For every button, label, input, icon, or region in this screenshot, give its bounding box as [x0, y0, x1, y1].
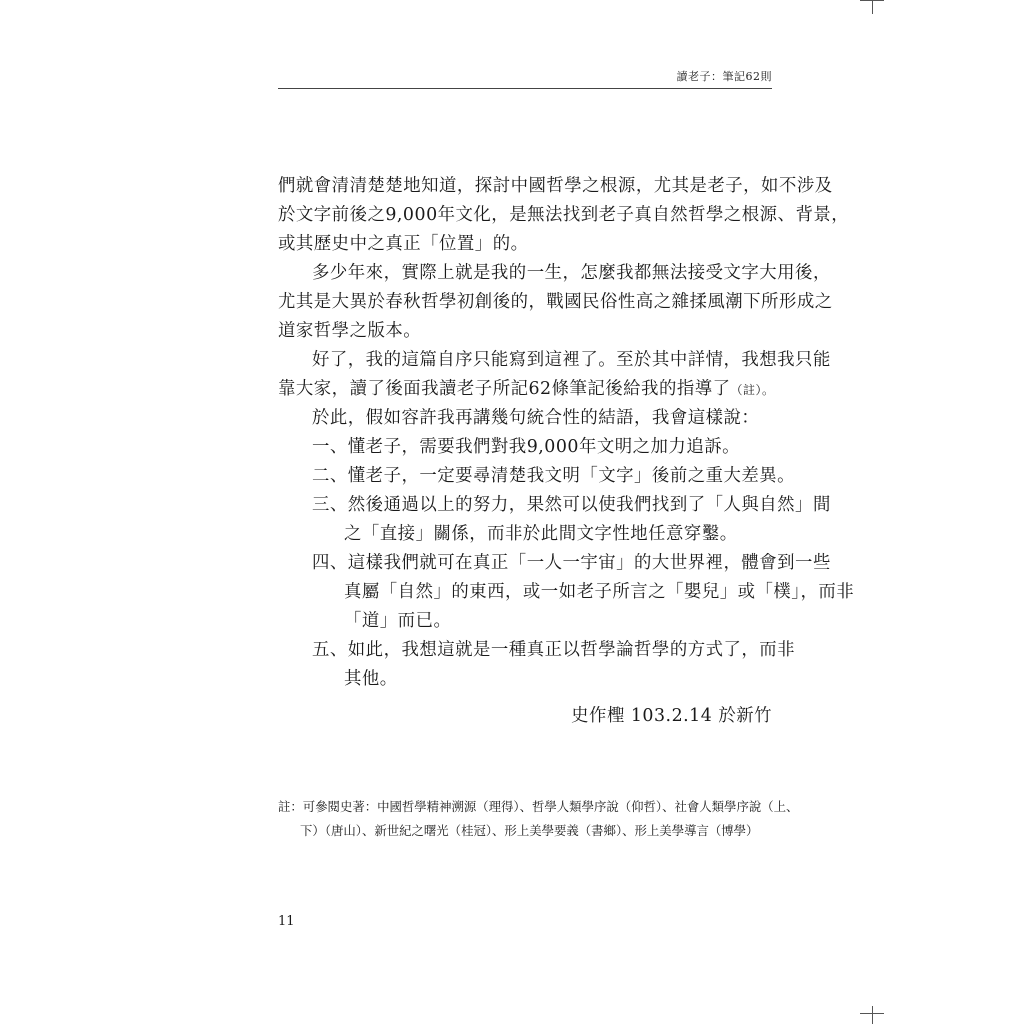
- list-item-continuation: 真屬「自然」的東西，或一如老子所言之「嬰兒」或「樸」，而非: [344, 582, 855, 602]
- body-line: 道家哲學之版本。: [278, 321, 422, 341]
- list-item: 四、這樣我們就可在真正「一人一宇宙」的大世界裡，體會到一些: [312, 553, 831, 573]
- crop-mark-bottom-horizontal: [860, 1013, 884, 1014]
- body-line: 於文字前後之9,000年文化，是無法找到老子真自然哲學之根源、背景，: [278, 205, 850, 225]
- list-item: 二、懂老子，一定要尋清楚我文明「文字」後前之重大差異。: [312, 466, 796, 486]
- body-line: 多少年來，實際上就是我的一生，怎麼我都無法接受文字大用後，: [312, 263, 831, 283]
- list-item: 三、然後通過以上的努力，果然可以使我們找到了「人與自然」間: [312, 495, 831, 515]
- body-line-with-note: [278, 375, 778, 404]
- note-reference: （註）。: [730, 383, 775, 397]
- body-text: [278, 172, 855, 694]
- header-rule: [278, 88, 772, 89]
- crop-mark-top-horizontal: [860, 0, 884, 1]
- footnote-line: 註：可參閱史著：中國哲學精神溯源（理得）、哲學人類學序說（仰哲）、社會人類學序說（上、: [278, 799, 799, 814]
- footnotes: [278, 795, 799, 843]
- body-line-text: 靠大家，讀了後面我讀老子所記62條筆記後給我的指導了: [278, 379, 731, 399]
- running-header-title: 讀老子：筆記62則: [676, 70, 772, 83]
- list-item: 一、懂老子，需要我們對我9,000年文明之加力追訴。: [312, 437, 740, 457]
- body-line: 好了，我的這篇自序只能寫到這裡了。至於其中詳情，我想我只能: [312, 350, 831, 370]
- author-signature: 史作檉 103.2.14 於新竹: [571, 706, 772, 726]
- list-item-continuation: 之「直接」關係，而非於此間文字性地任意穿鑿。: [344, 524, 738, 544]
- list-item-continuation: 「道」而已。: [344, 611, 452, 631]
- body-line: 或其歷史中之真正「位置」的。: [278, 234, 529, 254]
- body-line: 於此，假如容許我再講幾句統合性的結語，我會這樣說：: [312, 408, 760, 428]
- body-line: 們就會清清楚楚地知道，探討中國哲學之根源，尤其是老子，如不涉及: [278, 176, 833, 196]
- list-item: 五、如此，我想這就是一種真正以哲學論哲學的方式了，而非: [312, 640, 796, 660]
- body-line: 尤其是大異於春秋哲學初創後的，戰國民俗性高之雜揉風潮下所形成之: [278, 292, 833, 312]
- page-number: 11: [278, 914, 295, 929]
- list-item-continuation: 其他。: [344, 669, 398, 689]
- crop-mark-top-vertical: [872, 0, 873, 14]
- crop-mark-bottom-vertical: [872, 1006, 873, 1024]
- footnote-line: 下）（唐山）、新世紀之曙光（桂冠）、形上美學要義（書鄉）、形上美學導言（博學）: [300, 823, 759, 838]
